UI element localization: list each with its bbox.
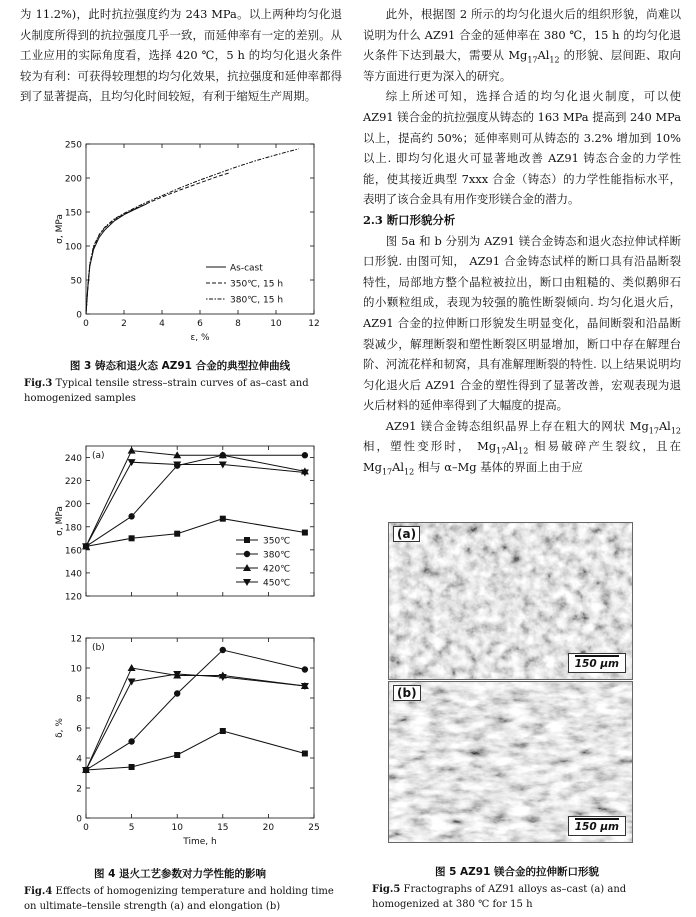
fig3-caption-en: Fig.3 Typical tensile stress–strain curves of as–cast and homogenized samples (24, 378, 309, 404)
y-tick-label: 140 (64, 569, 82, 580)
x-tick-label: 15 (217, 823, 229, 833)
legend-label-2: 380℃, 15 h (230, 295, 284, 306)
panel-label: (b) (92, 643, 105, 653)
x-tick-label: 5 (128, 823, 135, 833)
data-point (128, 513, 134, 519)
fig5-caption-en: Fig.5 Fractographs of AZ91 alloys as–cast (a) and homogenized at 380 ℃ for 15 h (372, 884, 627, 910)
y-tick-label: 200 (64, 500, 82, 511)
y-tick-label: 6 (76, 724, 82, 735)
fig4-caption-en: Fig.4 Effects of homogenizing temperature and holding time on ultimate–tensile strength (a) and elongation (b) (24, 886, 334, 912)
y-tick-label: 0 (76, 814, 82, 825)
data-point (128, 664, 136, 671)
legend-label-1: 380℃ (263, 550, 291, 561)
right-paragraph-3: 图 5a 和 b 分别为 AZ91 镁合金铸态和退火态拉伸试样断口形貌. 由图可知， AZ91 合金铸态试样的断口具有沿晶断裂特性，局部地方整个晶粒被拉出，断口由粗糙的、类似鹅卵石的小颗粒组成，表现为较强的脆性断裂倾向. 均匀化退火后， AZ91 合金的拉伸断口形貌发生明显变化，晶间断裂和沿晶断裂减少，解理断裂和塑性断裂区明显增加，断口中存在解理台阶、河流花样和韧窝，具有准解理断裂的特性. 以上结果说明均匀化退火后 AZ91 合金的塑性得到了显著改善，宏观表现为退火后材料的延伸率得到了大幅度的提高。 (363, 233, 681, 413)
series-line-1 (86, 650, 305, 770)
plot-frame (86, 638, 314, 818)
x-tick-label: 2 (121, 319, 127, 329)
y-axis-label: σ, MPa (55, 506, 65, 536)
legend-marker-0 (244, 537, 250, 543)
y-tick-label: 120 (64, 592, 82, 603)
data-point (129, 535, 135, 541)
x-tick-label: 6 (197, 319, 203, 329)
legend-label-3: 450℃ (263, 578, 291, 589)
data-point (128, 738, 134, 744)
series-line-3 (86, 674, 305, 770)
series-line-2 (86, 668, 305, 770)
data-point (220, 728, 226, 734)
series-line-0 (86, 731, 305, 770)
data-point (302, 452, 308, 458)
right-paragraph-1: 此外，根据图 2 所示的均匀化退火后的组织形貌，尚难以说明为什么 AZ91 合金的延伸率在 380 ℃，15 h 的均匀化退火条件下达到最大，需要从 $Mg_{17}Al_{12}$ 的形貌、层间距、取向等方面进行更为深入的研究。 (363, 7, 681, 83)
fractograph-b-label: (b) (393, 685, 421, 701)
data-point (302, 530, 308, 536)
y-tick-label: 4 (76, 754, 82, 765)
y-tick-label: 50 (70, 276, 82, 287)
legend-label-0: 350℃ (263, 536, 291, 547)
x-tick-label: 0 (83, 823, 89, 833)
y-tick-label: 160 (64, 546, 82, 557)
series-line-3 (86, 462, 305, 546)
data-point (128, 447, 136, 454)
x-tick-label: 10 (171, 823, 183, 833)
right-paragraph-4: AZ91 镁合金铸态组织晶界上存在粗大的网状 $Mg_{17}Al_{12}$ 相，塑性变形时， $Mg_{17}Al_{12}$ 相易破碎产生裂纹，且在 $Mg_{17}Al_{12}$ 相与 α–Mg 基体的界面上由于应 (363, 418, 681, 477)
fig3-svg (0, 132, 348, 352)
x-tick-label: 4 (159, 319, 165, 329)
data-point (174, 531, 180, 537)
y-tick-label: 240 (64, 454, 82, 465)
data-point (128, 679, 136, 686)
x-axis-label: ε, % (190, 333, 210, 343)
fig4-svg (0, 440, 348, 847)
fig5-caption-cn: 图 5 AZ91 镁合金的拉伸断口形貌 (434, 866, 600, 878)
x-tick-label: 12 (308, 319, 320, 329)
data-point (174, 752, 180, 758)
section-heading: 2.3 断口形貌分析 (363, 212, 456, 227)
data-point (302, 751, 308, 757)
fractograph-a-label: (a) (393, 526, 420, 542)
left-column (20, 4, 342, 107)
left-paragraph: 为 11.2%)，此时抗拉强度约为 243 MPa。以上两种均匀化退火制度所得到的抗拉强度几乎一致，而延伸率有一定的差别。从工业应用的实际角度看，选择 420 ℃，5 h 的均匀化退火条件较为有利：可获得较理想的均匀化效果，抗拉强度和延伸率都得到了显著提高，且均匀化时间较短，有利于缩短生产周期。 (20, 7, 342, 104)
y-tick-label: 220 (64, 477, 82, 488)
y-tick-label: 200 (64, 174, 82, 185)
y-tick-label: 0 (76, 310, 82, 321)
scale-bar-b: 150 μm (568, 816, 626, 836)
panel-label: (a) (92, 451, 105, 461)
y-tick-label: 250 (64, 140, 82, 151)
x-tick-label: 0 (83, 319, 89, 329)
fig3-chart (0, 132, 348, 352)
x-tick-label: 20 (262, 823, 275, 833)
y-tick-label: 180 (64, 523, 82, 534)
y-tick-label: 10 (70, 664, 82, 675)
right-paragraph-2: 综上所述可知，选择合适的均匀化退火制度，可以使 AZ91 镁合金的抗拉强度从铸态的 163 MPa 提高到 240 MPa 以上，提高约 50%；延伸率则可从铸态的 3.2% 增加到 10% 以上. 即均匀化退火可显著地改善 AZ91 铸态合金的力学性能，使其接近典型 7xxx 合金（铸态）的力学性能指标水平，表明了该合金具有用作变形镁合金的潜力。 (363, 89, 681, 207)
data-point (174, 690, 180, 696)
scale-bar-a: 150 μm (568, 653, 626, 673)
series-line-1 (86, 173, 230, 314)
fractograph-b (388, 681, 633, 843)
y-tick-label: 8 (76, 694, 82, 705)
data-point (129, 764, 135, 770)
legend-label-2: 420℃ (263, 564, 291, 575)
fractograph-a (388, 522, 633, 680)
x-tick-label: 8 (235, 319, 241, 329)
fig4-caption-cn: 图 4 退火工艺参数对力学性能的影响 (93, 868, 267, 880)
y-tick-label: 100 (64, 242, 82, 253)
series-line-0 (86, 204, 147, 314)
right-column (363, 4, 681, 478)
x-axis-label: Time, h (183, 837, 217, 847)
y-tick-label: 12 (70, 634, 82, 645)
y-tick-label: 2 (76, 784, 82, 795)
data-point (220, 516, 226, 522)
legend-label-1: 350℃, 15 h (230, 279, 284, 290)
fig3-caption-cn: 图 3 铸态和退火态 AZ91 合金的典型拉伸曲线 (69, 360, 291, 372)
y-axis-label: δ, % (55, 718, 65, 738)
legend-label-0: As-cast (230, 263, 263, 274)
fig4-chart (0, 440, 348, 847)
y-tick-label: 150 (64, 208, 82, 219)
data-point (220, 647, 226, 653)
data-point (302, 666, 308, 672)
y-axis-label: σ, MPa (55, 214, 65, 244)
x-tick-label: 10 (270, 319, 282, 329)
x-tick-label: 25 (308, 823, 320, 833)
legend-marker-1 (244, 551, 250, 557)
